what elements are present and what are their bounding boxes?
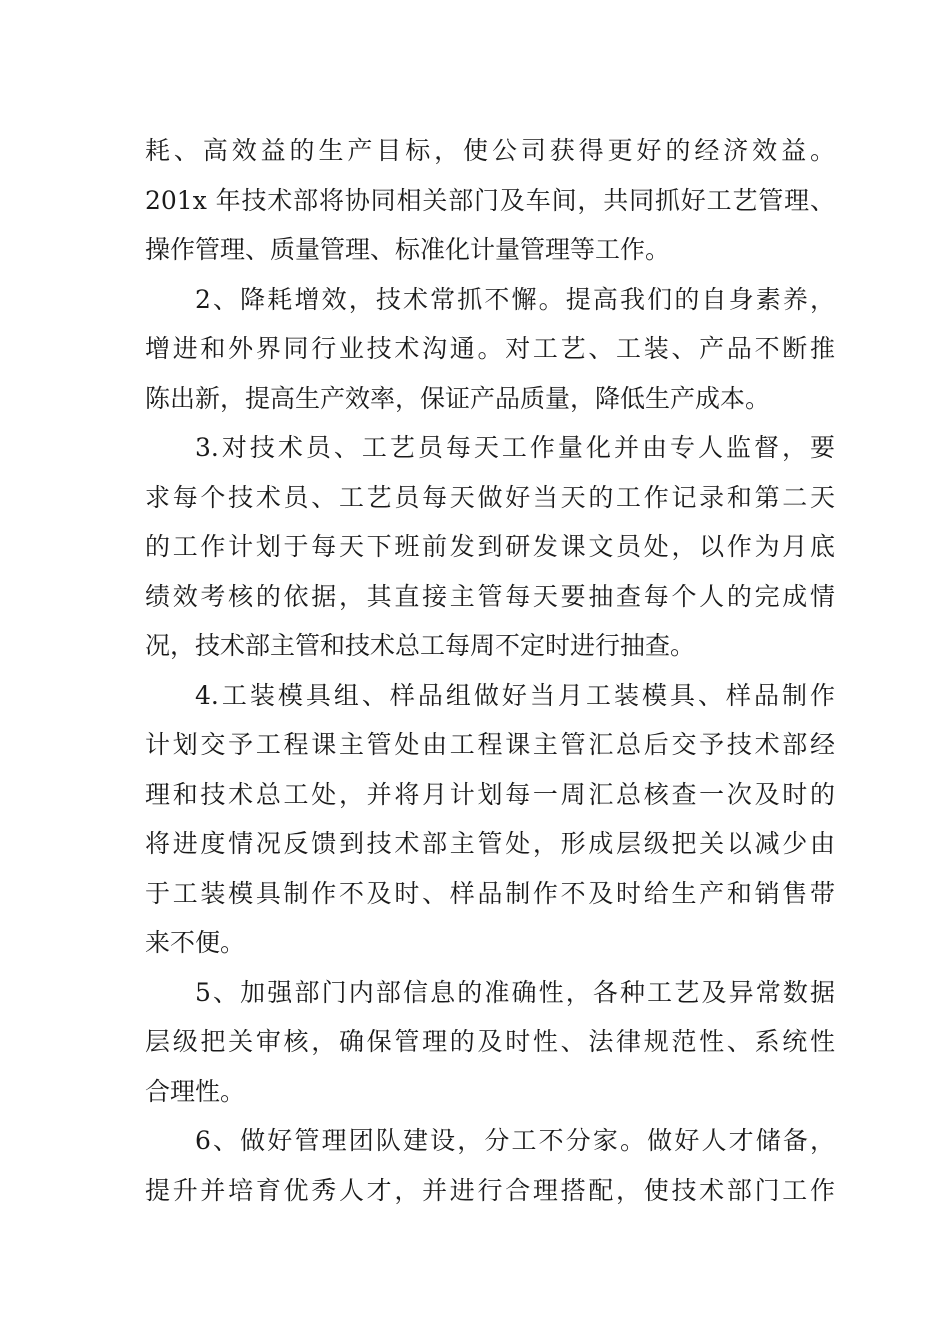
text-line: 理和技术总工处，并将月计划每一周汇总核查一次及时的 [145,779,835,809]
text-line: 计划交予工程课主管处由工程课主管汇总后交予技术部经 [145,730,835,759]
text-line: 3.对技术员、工艺员每天工作量化并由专人监督，要 [195,433,835,462]
text-line: 合理性。 [145,1076,246,1106]
text-line: 提升并培育优秀人才，并进行合理搭配，使技术部门工作 [145,1175,835,1205]
text-line: 来不便。 [145,928,246,957]
text-line: 操作管理、质量管理、标准化计量管理等工作。 [145,235,671,264]
text-line: 层级把关审核，确保管理的及时性、法律规范性、系统性 [145,1027,835,1056]
text-line: 的工作计划于每天下班前发到研发课文员处，以作为月底 [145,532,835,561]
text-line: 6、做好管理团队建设，分工不分家。做好人才储备， [195,1126,835,1155]
text-line: 耗、高效益的生产目标，使公司获得更好的经济效益。 [145,136,835,165]
text-line: 4.工装模具组、样品组做好当月工装模具、样品制作 [195,680,835,710]
text-line: 况，技术部主管和技术总工每周不定时进行抽查。 [145,631,696,660]
text-line: 增进和外界同行业技术沟通。对工艺、工装、产品不断推 [145,334,835,363]
text-line: 陈出新，提高生产效率，保证产品质量，降低生产成本。 [145,383,771,413]
text-line: 于工装模具制作不及时、样品制作不及时给生产和销售带 [145,878,835,908]
text-line: 求每个技术员、工艺员每天做好当天的工作记录和第二天 [145,482,835,512]
text-line: 2、降耗增效，技术常抓不懈。提高我们的自身素养， [195,284,835,314]
document-body [145,126,835,1215]
text-line: 5、加强部门内部信息的准确性，各种工艺及异常数据 [195,977,835,1007]
text-line: 201x 年技术部将协同相关部门及车间，共同抓好工艺管理、 [145,185,835,215]
text-line: 绩效考核的依据，其直接主管每天要抽查每个人的完成情 [145,581,835,611]
text-line: 将进度情况反馈到技术部主管处，形成层级把关以减少由 [145,829,835,858]
